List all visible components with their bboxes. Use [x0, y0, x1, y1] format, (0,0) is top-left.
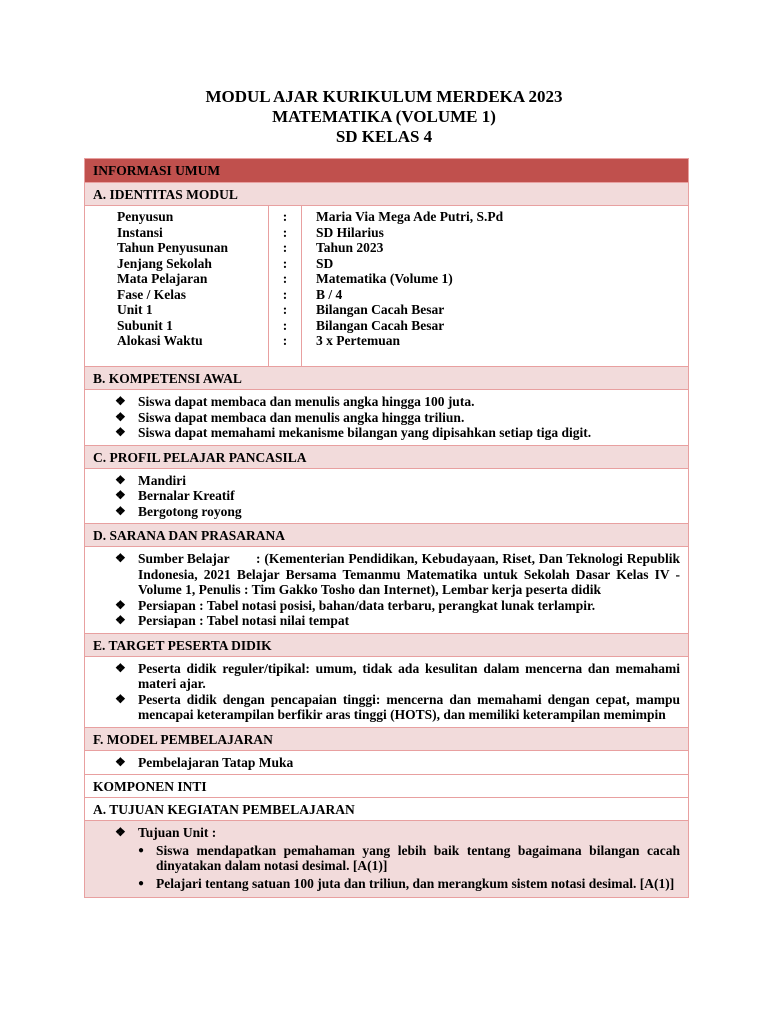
sumber-belajar-value: : (Kementerian Pendidikan, Kebudayaan, Riset, Dan Teknologi Republik Indonesia, 2021 Belajar Bersama Temanmu Matematika untuk Sekolah Dasar Kelas IV - Volume 1, Penulis : Tim Gakko Tosho dan Internet), Lembar kerja peserta didik — [138, 551, 680, 597]
list-item: ❖ Siswa dapat membaca dan menulis angka hingga 100 juta. — [115, 394, 680, 410]
list-item: ❖ Pembelajaran Tatap Muka — [115, 755, 680, 771]
identitas-value: Maria Via Mega Ade Putri, S.Pd — [316, 209, 504, 224]
title-line-2: MATEMATIKA (VOLUME 1) — [272, 107, 496, 126]
model-pembelajaran-header: F. MODEL PEMBELAJARAN — [85, 728, 688, 751]
sumber-belajar-label: Sumber Belajar — [138, 551, 230, 566]
list-item: ❖ Persiapan : Tabel notasi nilai tempat — [115, 613, 680, 629]
kompetensi-awal-header: B. KOMPETENSI AWAL — [85, 367, 688, 390]
identitas-value: 3 x Pertemuan — [316, 333, 400, 348]
identitas-value: B / 4 — [316, 286, 343, 302]
tujuan-kegiatan-body — [85, 821, 688, 898]
sarana-prasarana-header: D. SARANA DAN PRASARANA — [85, 524, 688, 547]
list-item: ❖ Peserta didik reguler/tipikal: umum, tidak ada kesulitan dalam mencerna dan memahami materi ajar. — [115, 661, 680, 692]
title-line-1: MODUL AJAR KURIKULUM MERDEKA 2023 — [205, 87, 563, 106]
identitas-label: Unit 1 — [117, 302, 153, 317]
identitas-value: Bilangan Cacah Besar — [316, 302, 445, 317]
list-item: ❖ Mandiri — [115, 473, 680, 489]
identitas-value: Bilangan Cacah Besar — [316, 317, 445, 333]
kompetensi-awal-body — [85, 390, 688, 446]
profil-pancasila-body — [85, 469, 688, 525]
identitas-label: Fase / Kelas — [117, 286, 186, 302]
target-peserta-body — [85, 657, 688, 728]
identitas-label: Alokasi Waktu — [117, 333, 203, 348]
list-item: ❖ Persiapan : Tabel notasi posisi, bahan/data terbaru, perangkat lunak terlampir. — [115, 598, 680, 614]
document-title — [0, 87, 768, 147]
separator-colon: : — [282, 224, 288, 240]
identitas-separators — [269, 206, 302, 366]
separator-colon: : — [282, 255, 288, 271]
separator-colon: : — [282, 302, 288, 317]
tujuan-kegiatan-header: A. TUJUAN KEGIATAN PEMBELAJARAN — [85, 798, 688, 821]
separator-colon: : — [282, 271, 288, 286]
identitas-modul-header: A. IDENTITAS MODUL — [85, 183, 688, 206]
list-item: ❖ Siswa dapat membaca dan menulis angka hingga triliun. — [115, 410, 680, 426]
identitas-value: SD — [316, 255, 334, 271]
identitas-table — [85, 206, 688, 367]
identitas-label: Tahun Penyusunan — [117, 240, 228, 255]
identitas-value: SD Hilarius — [316, 224, 384, 240]
list-item — [115, 825, 680, 891]
title-line-3: SD KELAS 4 — [335, 127, 433, 146]
komponen-inti-header: KOMPONEN INTI — [85, 775, 688, 798]
list-item: ❖ Bergotong royong — [115, 504, 680, 520]
list-item: ❖ Bernalar Kreatif — [115, 488, 680, 504]
profil-pancasila-header: C. PROFIL PELAJAR PANCASILA — [85, 446, 688, 469]
identitas-label: Jenjang Sekolah — [117, 255, 212, 271]
model-pembelajaran-body — [85, 751, 688, 776]
list-item — [115, 551, 680, 598]
target-peserta-header: E. TARGET PESERTA DIDIK — [85, 634, 688, 657]
separator-colon: : — [282, 333, 288, 348]
list-item: ❖ Siswa dapat memahami mekanisme bilangan yang dipisahkan setiap tiga digit. — [115, 425, 680, 441]
separator-colon: : — [282, 317, 288, 333]
identitas-values — [302, 206, 688, 366]
identitas-value: Tahun 2023 — [316, 240, 384, 255]
identitas-label: Penyusun — [117, 209, 174, 224]
informasi-umum-header: INFORMASI UMUM — [85, 159, 688, 183]
separator-colon: : — [282, 209, 288, 224]
module-table — [84, 158, 689, 898]
identitas-labels — [85, 206, 269, 366]
sarana-prasarana-body — [85, 547, 688, 634]
identitas-value: Matematika (Volume 1) — [316, 271, 453, 286]
separator-colon: : — [282, 240, 288, 255]
list-item: ● Pelajari tentang satuan 100 juta dan triliun, dan merangkum sistem notasi desimal. [A(1)] — [138, 876, 680, 892]
identitas-label: Instansi — [117, 224, 163, 240]
list-item: ● Siswa mendapatkan pemahaman yang lebih baik tentang bagaimana bilangan cacah dinyatakan dalam notasi desimal. [A(1)] — [138, 843, 680, 874]
identitas-label: Mata Pelajaran — [117, 271, 208, 286]
identitas-label: Subunit 1 — [117, 317, 173, 333]
tujuan-unit-label: Tujuan Unit : — [138, 825, 217, 840]
separator-colon: : — [282, 286, 288, 302]
list-item: ❖ Peserta didik dengan pencapaian tinggi: mencerna dan memahami dengan cepat, mampu mencapai keterampilan berfikir aras tinggi (HOTS), dan memiliki keterampilan memimpin — [115, 692, 680, 723]
